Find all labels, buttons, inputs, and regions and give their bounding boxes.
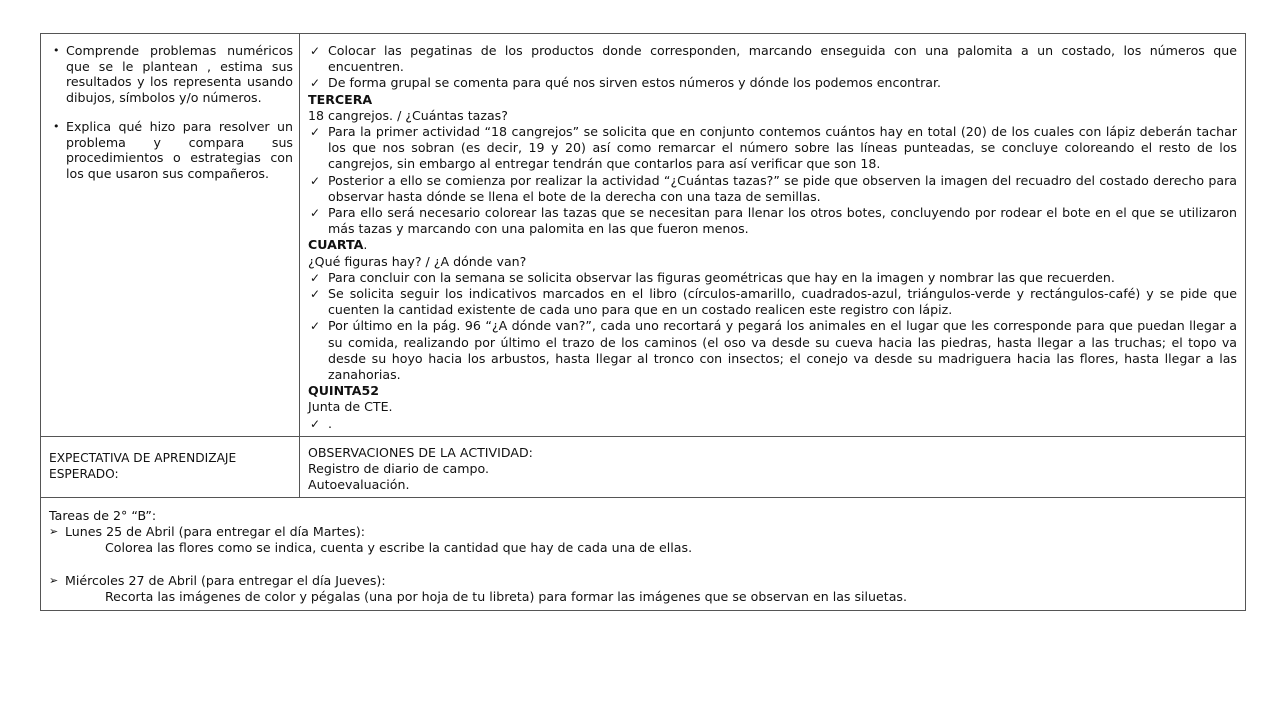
check-icon: ✓: [310, 319, 321, 334]
activity-title: 18 cangrejos. / ¿Cuántas tazas?: [308, 107, 508, 123]
check-item: ✓ Por último en la pág. 96 “¿A dónde van?”, cada uno recortará y pegará los animales en el lugar que les corresponde para que puedan llegar a su comida, realizando por último el trazo de los caminos (el oso va desde su cueva hacia las piedras, hasta llegar a las truchas; el topo va desde su hoyo hacia los arbustos, hasta llegar al tronco con insectos; el conejo va desde su madriguera hacia las flores, hasta llegar a las zanahorias.: [310, 318, 1237, 383]
arrow-bullet-icon: ➢: [49, 525, 59, 539]
check-item: ✓ Se solicita seguir los indicativos marcados en el libro (círculos-amarillo, cuadrados-azul, triángulos-verde y rectángulos-café) y se pide que cuenten la cantidad existente de cada uno para que en un costado realicen este registro con lápiz.: [310, 286, 1237, 318]
homework-date: ➢ Lunes 25 de Abril (para entregar el día Martes):: [49, 524, 365, 540]
check-icon: ✓: [310, 287, 321, 302]
day-heading-quinta: QUINTA52: [308, 383, 380, 399]
homework-cell: [41, 497, 1246, 610]
check-item: ✓ Para la primer actividad “18 cangrejos” se solicita que en conjunto contemos cuántos hay en total (20) de los cuales con lápiz deberán tachar los que nos sobran (es decir, 19 y 20) así como remarcar el número sobre las líneas punteadas, se concluye coloreando el resto de los cangrejos, sin embargo al entregar tendrán que contarlos para así verificar que son 18.: [310, 124, 1237, 172]
check-item: ✓ De forma grupal se comenta para qué nos sirven estos números y dónde los podemos encontrar.: [310, 75, 942, 91]
expectation-row: [41, 436, 1246, 497]
check-item: ✓ Para ello será necesario colorear las tazas que se necesitan para llenar los otros botes, concluyendo por rodear el bote en el que se utilizaron más tazas y marcando con una palomita en las que fueron menos.: [310, 205, 1237, 237]
observations-line: Autoevaluación.: [308, 476, 410, 492]
expectation-cell: [41, 436, 300, 497]
day-heading-cuarta: CUARTA.: [308, 237, 368, 253]
homework-date: ➢ Miércoles 27 de Abril (para entregar el día Jueves):: [49, 572, 386, 588]
check-icon: ✓: [310, 44, 321, 58]
check-item: ✓ Para concluir con la semana se solicita observar las figuras geométricas que hay en la imagen y nombrar las que recuerden.: [310, 269, 1115, 285]
check-icon: ✓: [310, 125, 321, 140]
expectation-label: EXPECTATIVA DE APRENDIZAJE ESPERADO:: [49, 450, 237, 481]
observations-line: Registro de diario de campo.: [308, 460, 490, 476]
observations-title: OBSERVACIONES DE LA ACTIVIDAD:: [308, 444, 533, 460]
goal-bullet: • Explica qué hizo para resolver un problema y compara sus procedimientos o estrategias con los que usaron sus compañeros.: [53, 119, 293, 181]
homework-description: Colorea las flores como se indica, cuenta y escribe la cantidad que hay de cada una de ellas.: [105, 540, 693, 556]
bullet-icon: •: [53, 44, 60, 57]
arrow-bullet-icon: ➢: [49, 573, 59, 587]
homework-row: [41, 497, 1246, 610]
activities-cell: [300, 34, 1246, 437]
activity-title: Junta de CTE.: [308, 399, 393, 415]
day-heading-tercera: TERCERA: [308, 91, 373, 107]
check-item: ✓ .: [310, 415, 333, 431]
check-icon: ✓: [310, 173, 321, 188]
homework-title: Tareas de 2° “B”:: [49, 507, 157, 523]
homework-description: Recorta las imágenes de color y pégalas (una por hoja de tu libreta) para formar las imágenes que se observan en las siluetas.: [105, 589, 907, 605]
check-icon: ✓: [310, 206, 321, 221]
goal-bullet: • Comprende problemas numéricos que se le plantean , estima sus resultados y los representa usando dibujos, símbolos y/o números.: [53, 43, 293, 105]
activities-row: [41, 34, 1246, 437]
learning-goals-cell: [41, 34, 300, 437]
check-item: ✓ Posterior a ello se comienza por realizar la actividad “¿Cuántas tazas?” se pide que observen la imagen del recuadro del costado derecho para observar hasta dónde se llena el bote de la derecha con una taza de semillas.: [310, 172, 1237, 204]
observations-cell: [300, 436, 1246, 497]
bullet-icon: •: [53, 120, 60, 133]
check-icon: ✓: [310, 76, 321, 91]
activity-title: ¿Qué figuras hay? / ¿A dónde van?: [308, 253, 527, 269]
check-icon: ✓: [310, 270, 321, 285]
planning-table: [40, 33, 1246, 611]
check-item: ✓ Colocar las pegatinas de los productos donde corresponden, marcando enseguida con una palomita a un costado, los números que encuentren.: [310, 43, 1237, 75]
check-icon: ✓: [310, 416, 321, 431]
